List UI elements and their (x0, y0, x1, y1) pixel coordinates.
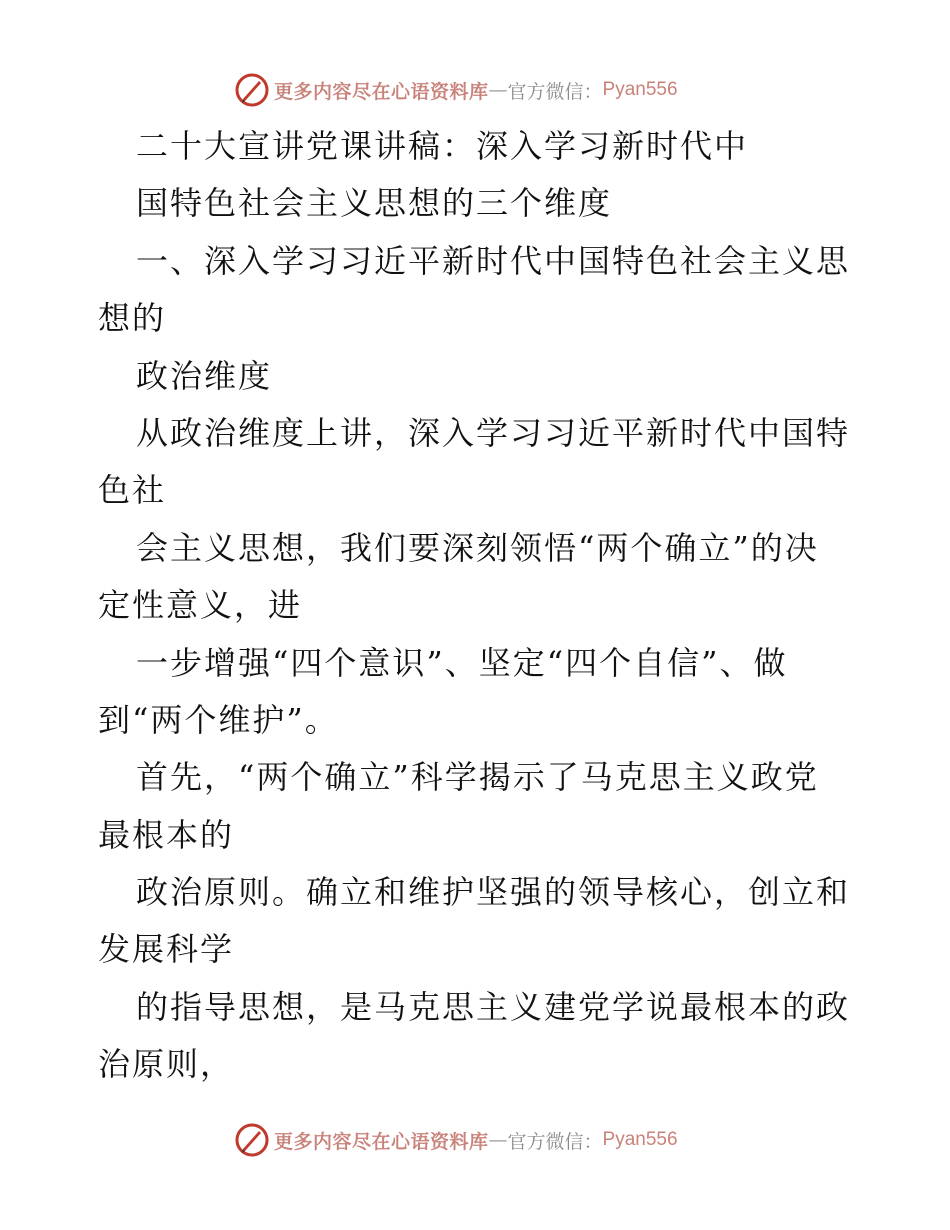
document-line: 想的 (98, 299, 167, 338)
document-line: 国特色社会主义思想的三个维度 (136, 184, 613, 223)
document-line: 会主义思想，我们要深刻领悟“两个确立”的决 (136, 528, 819, 567)
document-line: 从政治维度上讲，深入学习习近平新时代中国特 (136, 413, 851, 452)
banner-slogan: 更多内容尽在心语资料库 (274, 80, 489, 103)
document-line: 政治维度 (136, 356, 273, 395)
document-line: 政治原则。确立和维护坚强的领导核心，创立和 (136, 873, 851, 912)
banner-wechat-label: 官方微信： (507, 80, 603, 103)
document-body (98, 118, 858, 1094)
document-line: 首先，“两个确立”科学揭示了马克思主义政党 (136, 758, 819, 797)
document-line: 色社 (98, 471, 167, 510)
banner-slogan: 更多内容尽在心语资料库 (274, 1130, 489, 1153)
document-line: 到“两个维护”。 (98, 700, 339, 739)
document-line: 发展科学 (98, 930, 235, 969)
quill-pen-logo-icon (234, 72, 270, 108)
document-line: 最根本的 (98, 815, 235, 854)
banner-separator: — (488, 79, 508, 101)
quill-pen-logo-icon (234, 1122, 270, 1158)
document-line: 的指导思想，是马克思主义建党学说最根本的政 (136, 987, 851, 1026)
footer-watermark-banner (234, 1120, 678, 1160)
banner-wechat-label: 官方微信： (507, 1130, 603, 1153)
document-line: 治原则， (98, 1045, 235, 1084)
banner-wechat-id: Pyan556 (602, 79, 678, 100)
document-line: 一、深入学习习近平新时代中国特色社会主义思 (136, 241, 851, 280)
document-line: 二十大宣讲党课讲稿：深入学习新时代中 (136, 127, 749, 165)
document-line: 一步增强“四个意识”、坚定“四个自信”、做 (136, 643, 788, 682)
banner-separator: — (488, 1129, 508, 1151)
header-watermark-banner (234, 70, 678, 110)
document-line: 定性意义，进 (98, 586, 303, 625)
banner-wechat-id: Pyan556 (602, 1129, 678, 1150)
